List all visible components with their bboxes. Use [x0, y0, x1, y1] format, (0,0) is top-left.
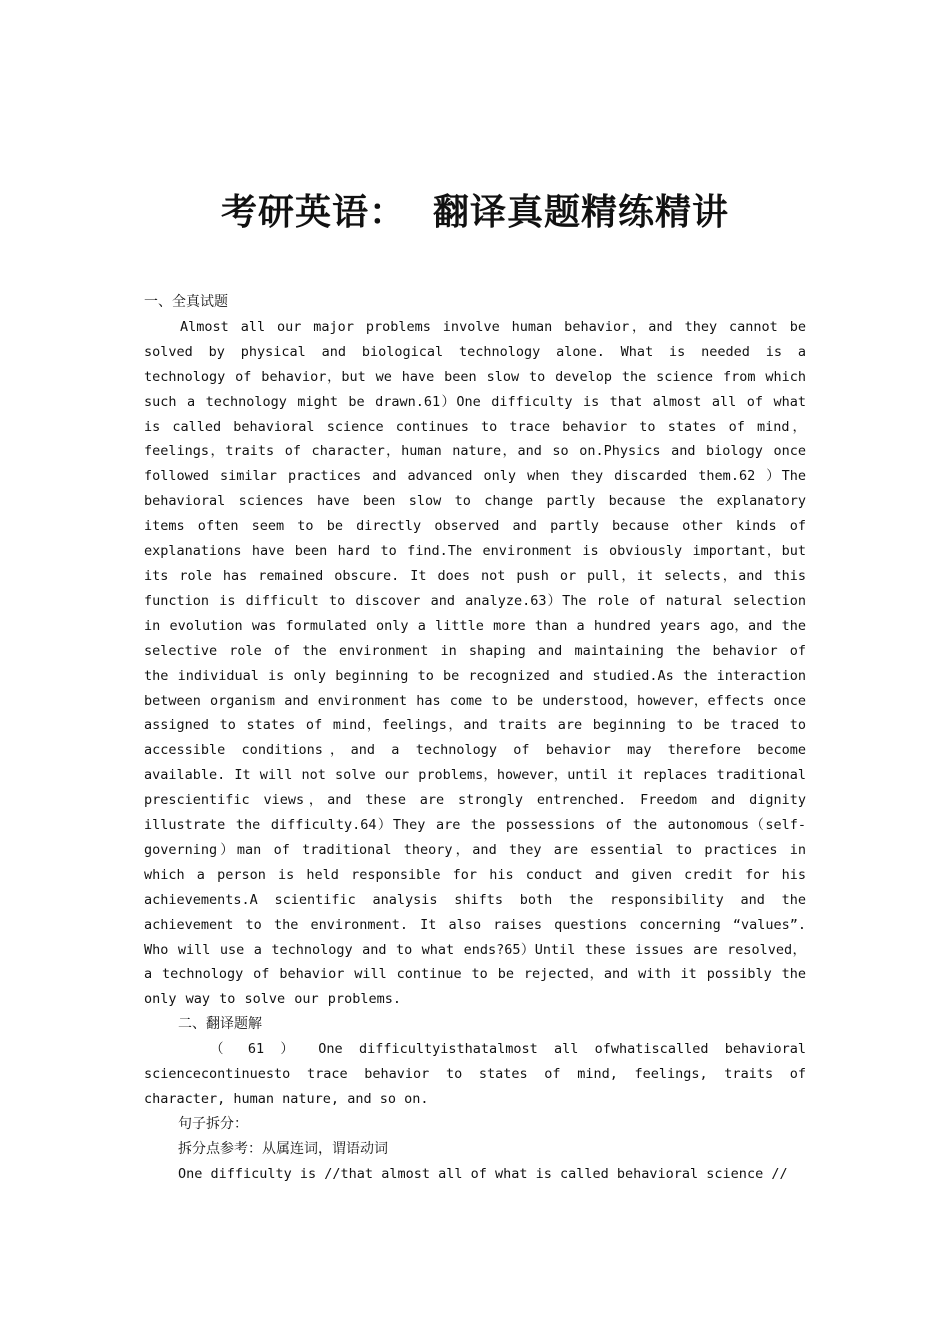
sentence-61: （ 61 ） One difficultyisthatalmost all ofwhatiscalled behavioral sciencecontinuesto trace behavior to states of mind, feelings, traits of character, human nature, and so on. [144, 1041, 806, 1107]
document-body [144, 290, 806, 1187]
page-title: 考研英语： 翻译真题精练精讲 [220, 191, 730, 233]
split-label: 句子拆分： [178, 1115, 248, 1132]
passage-paragraph: Almost all our major problems involve human behavior，and they cannot be solved by physical and biological technology alone. What is needed is a technology of behavior，but we have been slow to develop the science from which such a technology might be drawn.61）One difficulty is that almost all of what is called behavioral science continues to trace behavior to states of mind，feelings，traits of character，human nature，and so on.Physics and biology once followed similar practices and advanced only when they discarded them.62 ）The behavioral sciences have been slow to change partly because the explanatory items often seem to be directly observed and partly because other kinds of explanations have been hard to find.The environment is obviously important，but its role has remained obscure. It does not push or pull，it selects，and this function is difficult to discover and analyze.63）The role of natural selection in evolution was formulated only a little more than a hundred years ago，and the selective role of the environment in shaping and maintaining the behavior of the individual is only beginning to be recognized and studied.As the interaction between organism and environment has come to be understood，however，effects once assigned to states of mind，feelings，and traits are beginning to be traced to accessible conditions，and a technology of behavior may therefore become available. It will not solve our problems，however，until it replaces traditional prescientific views，and these are strongly entrenched. Freedom and dignity illustrate the difficulty.64）They are the possessions of the autonomous（self-governing）man of traditional theory，and they are essential to practices in which a person is held responsible for his conduct and given credit for his achievements.A scientific analysis shifts both the responsibility and the achievement to the environment. It also raises questions concerning “values”. Who will use a technology and to what ends?65）Until these issues are resolved，a technology of behavior will continue to be rejected，and with it possibly the only way to solve our problems. [144, 318, 806, 1008]
section-heading-2: 二、翻译题解 [178, 1016, 262, 1033]
section-heading-1: 一、全真试题 [144, 294, 228, 310]
split-line: One difficulty is //that almost all of what is called behavioral science // [178, 1165, 788, 1182]
split-hint: 拆分点参考：从属连词，谓语动词 [178, 1140, 388, 1157]
